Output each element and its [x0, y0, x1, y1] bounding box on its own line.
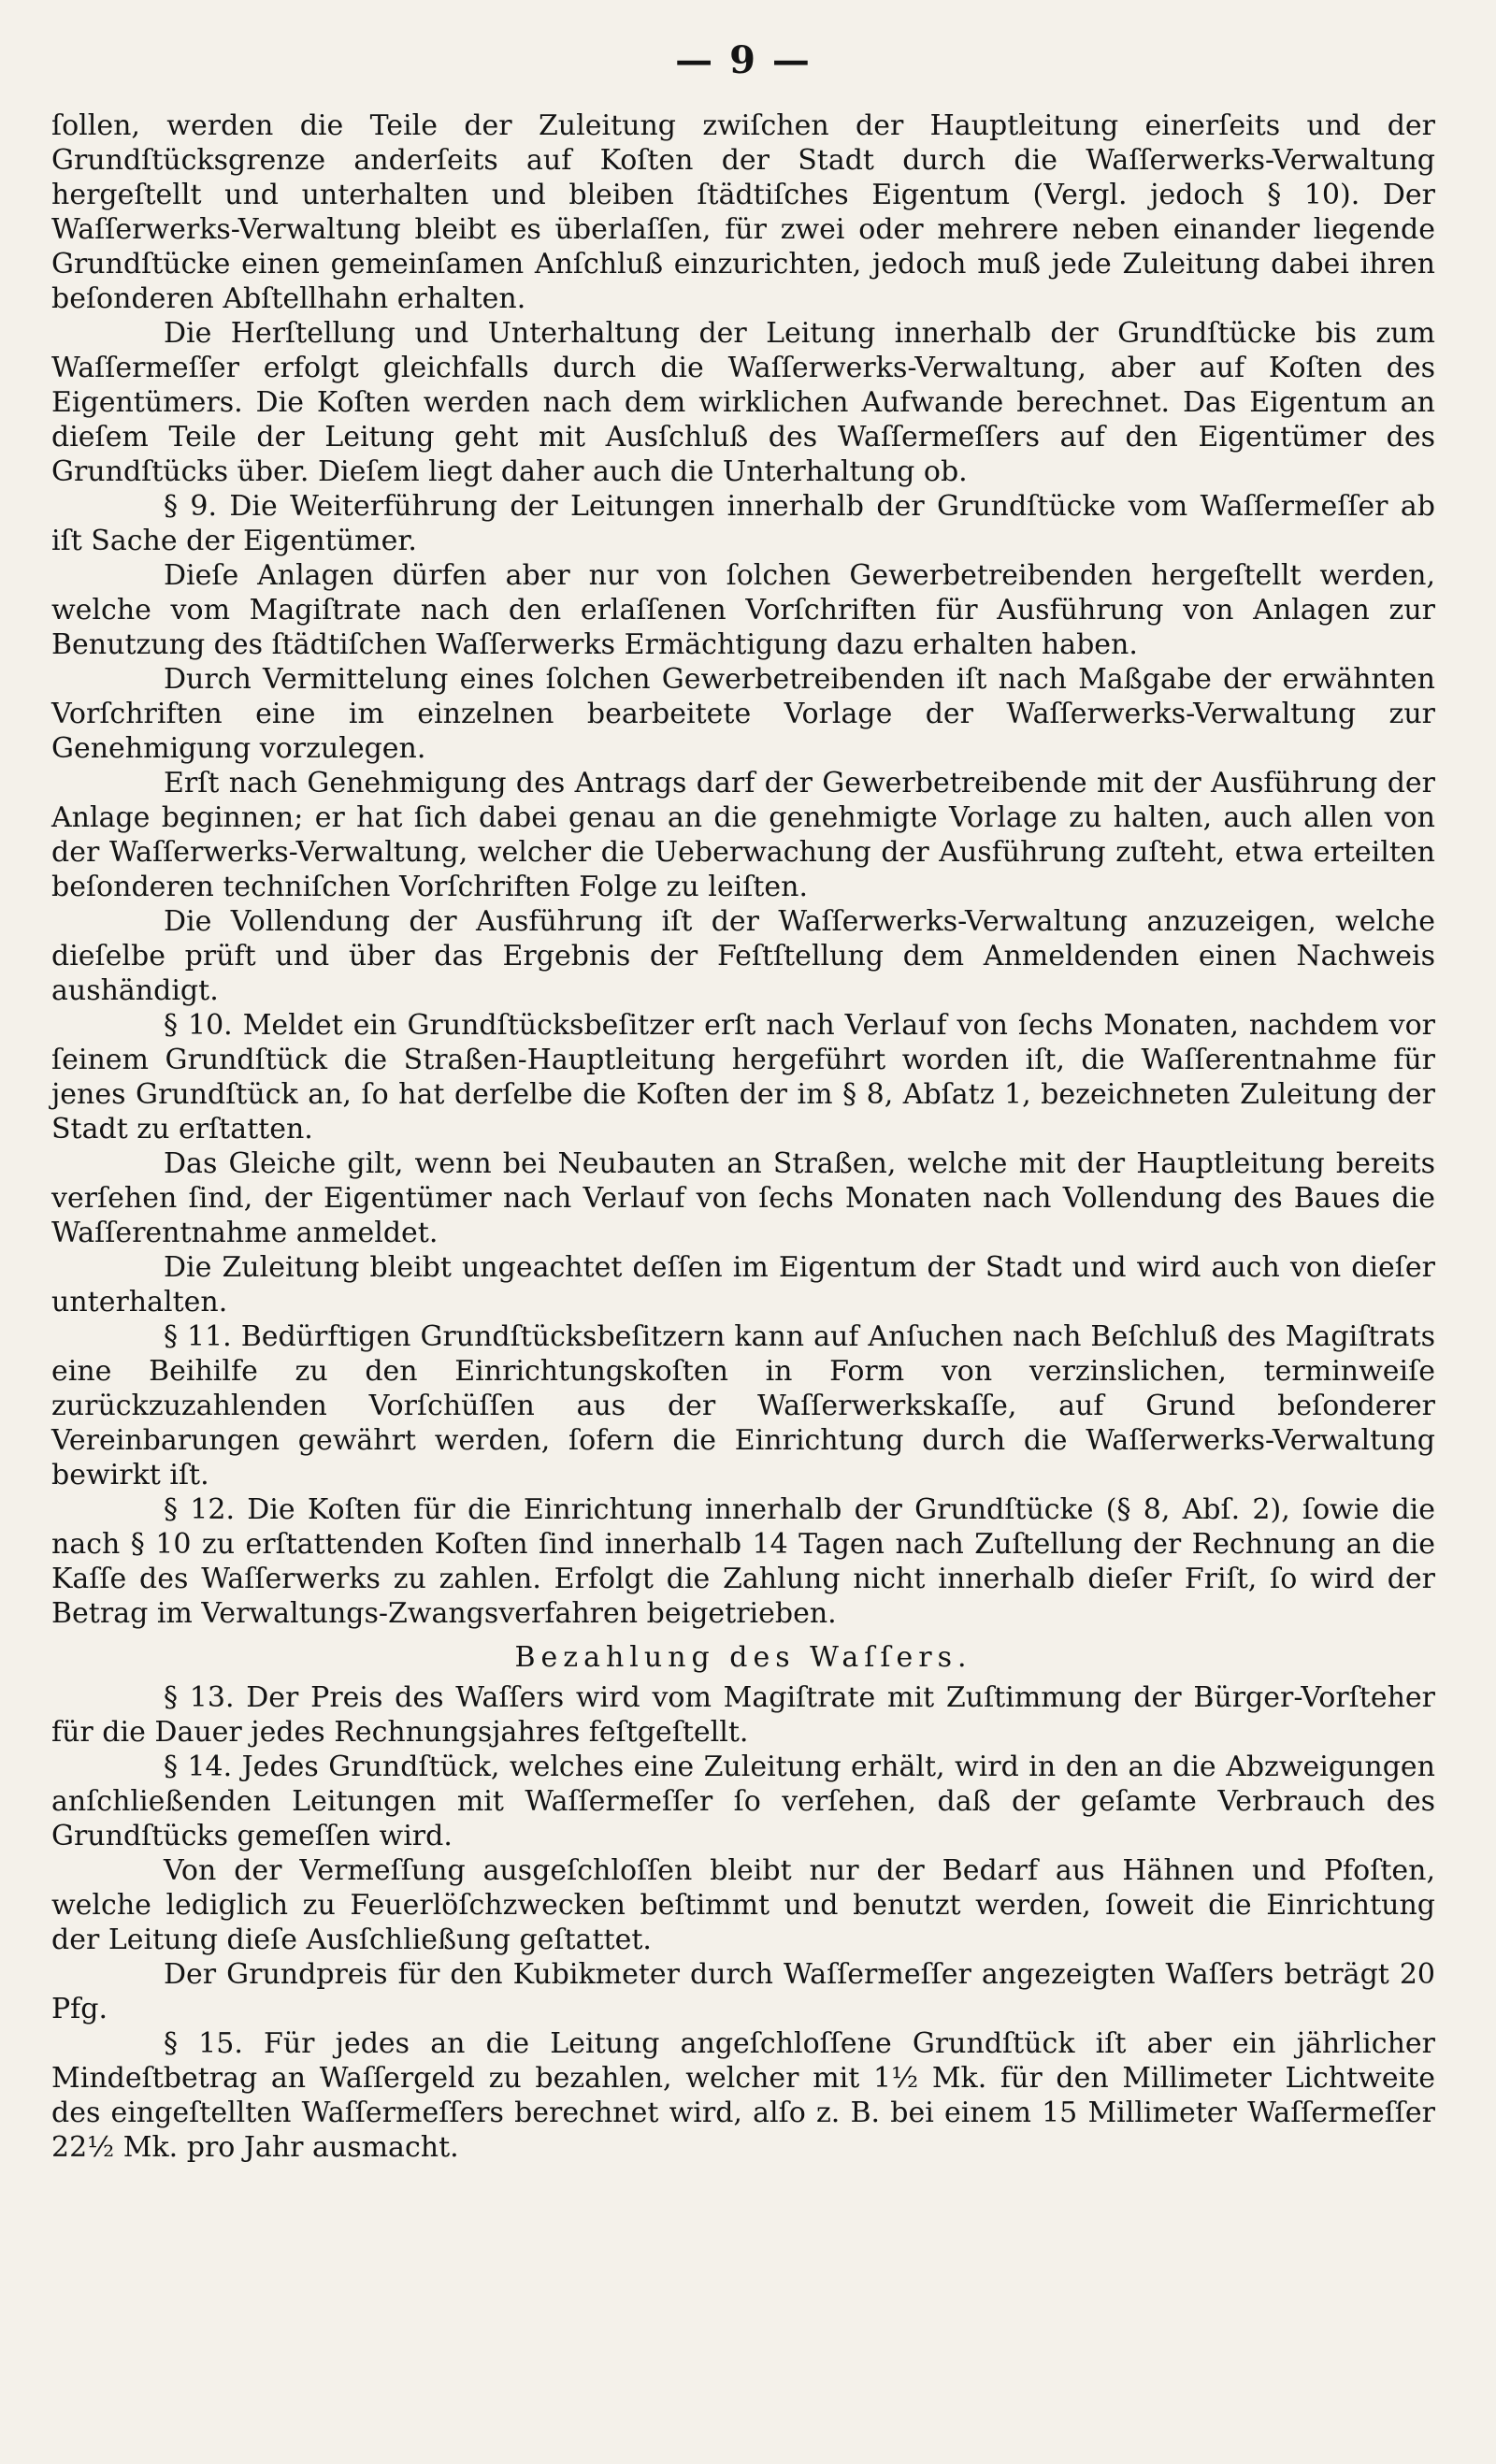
paragraph: ſollen, werden die Teile der Zuleitung zwiſchen der Hauptleitung einerſeits und der Grundſtücksgrenze anderſeits auf Koſten der Stadt durch die Waſſerwerks-Verwaltung hergeſtellt und unterhalten und bleiben ſtädtiſches Eigentum (Vergl. jedoch § 10). Der Waſſerwerks-Verwaltung bleibt es überlaſſen, für zwei oder mehrere neben einander liegende Grundſtücke einen gemeinſamen Anſchluß einzurichten, jedoch muß jede Zuleitung dabei ihren beſonderen Abſtellhahn erhalten. [51, 109, 1435, 315]
paragraph: Die Vollendung der Ausführung iſt der Waſſerwerks-Verwaltung anzuzeigen, welche dieſelbe prüft und über das Ergebnis der Feſtſtellung dem Anmeldenden einen Nachweis aushändigt. [51, 905, 1435, 1007]
paragraph: Der Grundpreis für den Kubikmeter durch Waſſermeſſer angezeigten Waſſers beträgt 20 Pfg. [51, 1958, 1435, 2025]
section-heading: Bezahlung des Waſſers. [514, 1641, 972, 1674]
paragraph: Die Herſtellung und Unterhaltung der Leitung innerhalb der Grundſtücke bis zum Waſſermeſſer erfolgt gleichfalls durch die Waſſerwerks-Verwaltung, aber auf Koſten des Eigentümers. Die Koſten werden nach dem wirklichen Aufwande berechnet. Das Eigentum an dieſem Teile der Leitung geht mit Ausſchluß des Waſſermeſſers auf den Eigentümer des Grundſtücks über. Dieſem liegt daher auch die Unterhaltung ob. [51, 317, 1435, 488]
paragraph-section-9: § 9. Die Weiterführung der Leitungen innerhalb der Grundſtücke vom Waſſermeſſer ab iſt Sache der Eigentümer. [51, 490, 1435, 557]
paragraph: Durch Vermittelung eines ſolchen Gewerbetreibenden iſt nach Maßgabe der erwähnten Vorſchriften eine im einzelnen bearbeitete Vorlage der Waſſerwerks-Verwaltung zur Genehmigung vorzulegen. [51, 663, 1435, 765]
document-page [51, 37, 1435, 2165]
paragraph-section-12: § 12. Die Koſten für die Einrichtung innerhalb der Grundſtücke (§ 8, Abſ. 2), ſowie die nach § 10 zu erſtattenden Koſten ſind innerhalb 14 Tagen nach Zuſtellung der Rechnung an die Kaſſe des Waſſerwerks zu zahlen. Erfolgt die Zahlung nicht innerhalb dieſer Friſt, ſo wird der Betrag im Verwaltungs-Zwangsverfahren beigetrieben. [51, 1493, 1435, 1630]
paragraph: Das Gleiche gilt, wenn bei Neubauten an Straßen, welche mit der Hauptleitung bereits verſehen ſind, der Eigentümer nach Verlauf von ſechs Monaten nach Vollendung des Baues die Waſſerentnahme anmeldet. [51, 1147, 1435, 1249]
paragraph: Die Zuleitung bleibt ungeachtet deſſen im Eigentum der Stadt und wird auch von dieſer unterhalten. [51, 1251, 1435, 1318]
page-number: — 9 — [675, 38, 812, 82]
paragraph-section-13: § 13. Der Preis des Waſſers wird vom Magiſtrate mit Zuſtimmung der Bürger-Vorſteher für die Dauer jedes Rechnungsjahres feſtgeſtellt. [51, 1681, 1435, 1749]
paragraph: Erſt nach Genehmigung des Antrags darf der Gewerbetreibende mit der Ausführung der Anlage beginnen; er hat ſich dabei genau an die genehmigte Vorlage zu halten, auch allen von der Waſſerwerks-Verwaltung, welcher die Ueberwachung der Ausführung zuſteht, etwa erteilten beſonderen techniſchen Vorſchriften Folge zu leiſten. [51, 767, 1435, 903]
paragraph: Dieſe Anlagen dürfen aber nur von ſolchen Gewerbetreibenden hergeſtellt werden, welche vom Magiſtrate nach den erlaſſenen Vorſchriften für Ausführung von Anlagen zur Benutzung des ſtädtiſchen Waſſerwerks Ermächtigung dazu erhalten haben. [51, 559, 1435, 661]
paragraph-section-14: § 14. Jedes Grundſtück, welches eine Zuleitung erhält, wird in den an die Abzweigungen anſchließenden Leitungen mit Waſſermeſſer ſo verſehen, daß der geſamte Verbrauch des Grundſtücks gemeſſen wird. [51, 1751, 1435, 1852]
paragraph-section-11: § 11. Bedürftigen Grundſtücksbeſitzern kann auf Anſuchen nach Beſchluß des Magiſtrats eine Beihilfe zu den Einrichtungskoſten in Form von verzinslichen, terminweiſe zurückzuzahlenden Vorſchüſſen aus der Waſſerwerkskaſſe, auf Grund beſonderer Vereinbarungen gewährt werden, ſofern die Einrichtung durch die Waſſerwerks-Verwaltung bewirkt iſt. [51, 1320, 1435, 1491]
paragraph-section-15: § 15. Für jedes an die Leitung angeſchloſſene Grundſtück iſt aber ein jährlicher Mindeſtbetrag an Waſſergeld zu bezahlen, welcher mit 1½ Mk. für den Millimeter Lichtweite des eingeſtellten Waſſermeſſers berechnet wird, alſo z. B. bei einem 15 Millimeter Waſſermeſſer 22½ Mk. pro Jahr ausmacht. [51, 2027, 1435, 2164]
paragraph: Von der Vermeſſung ausgeſchloſſen bleibt nur der Bedarf aus Hähnen und Pfoſten, welche lediglich zu Feuerlöſchzwecken beſtimmt und benutzt werden, ſoweit die Einrichtung der Leitung dieſe Ausſchließung geſtattet. [51, 1854, 1435, 1956]
paragraph-section-10: § 10. Meldet ein Grundſtücksbeſitzer erſt nach Verlauf von ſechs Monaten, nachdem vor ſeinem Grundſtück die Straßen-Hauptleitung hergeführt worden iſt, die Waſſerentnahme für jenes Grundſtück an, ſo hat derſelbe die Koſten der im § 8, Abſatz 1, bezeichneten Zuleitung der Stadt zu erſtatten. [51, 1009, 1435, 1146]
